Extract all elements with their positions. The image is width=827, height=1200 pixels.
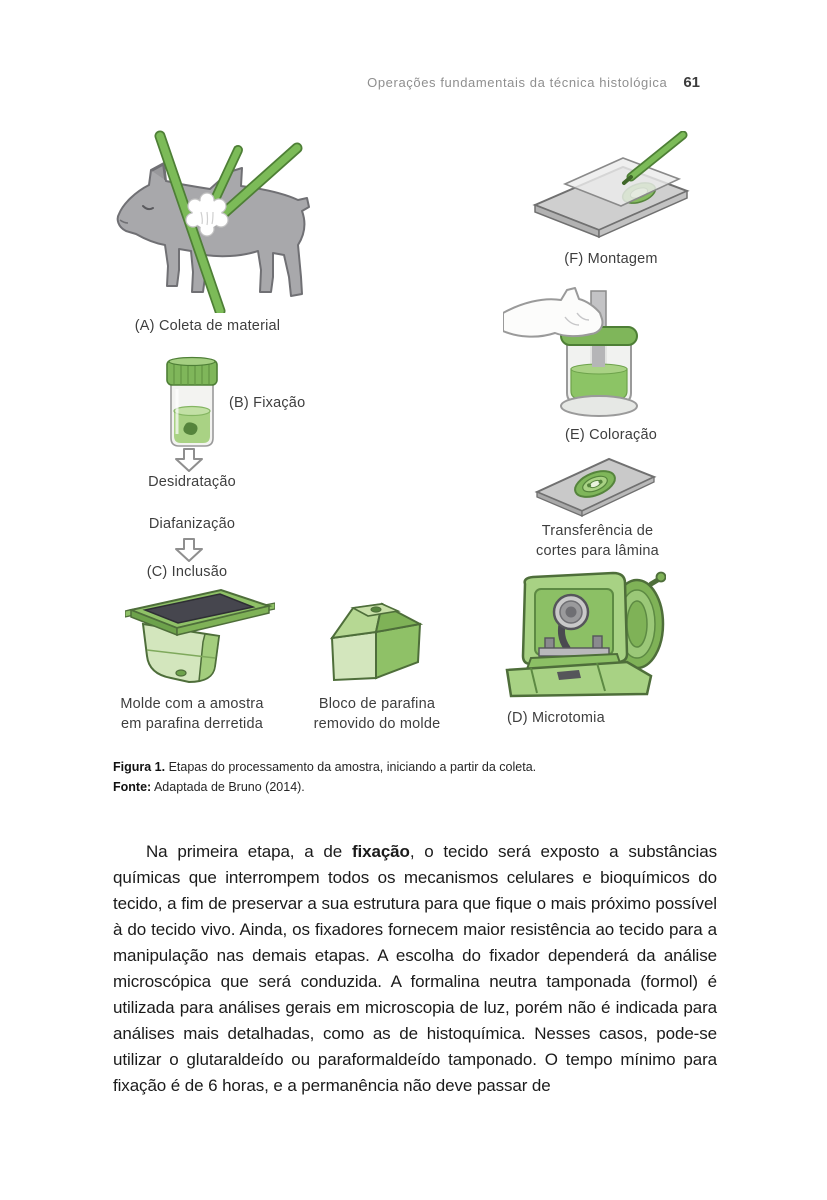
mold-caption: Molde com a amostra em parafina derretida [120, 696, 264, 732]
down-arrow-icon [174, 538, 204, 562]
label-collection: (A) Coleta de material [134, 318, 281, 334]
label-clearing: Diafanização [148, 516, 236, 532]
label-mounting: (F) Montagem [564, 251, 658, 267]
page-number: 61 [683, 74, 700, 91]
page-header [0, 74, 700, 92]
label-microtomy: (D) Microtomia [507, 710, 605, 726]
label-dehydration: Desidratação [148, 474, 236, 490]
paraffin-block-illustration [318, 594, 433, 686]
label-fixation: (B) Fixação [229, 395, 306, 411]
bold-term-fixacao: fixação [351, 842, 410, 861]
body-paragraph: Na primeira etapa, a de fixação, o tecido será exposto a substâncias químicas que interrompem todos os mecanismos celulares e bioquímicos do tecido, a fim de preservar a sua estrutura para que fique o mais próximo possível à do tecido vivo. Ainda, os fixadores fornecem maior resistência ao tecido para a manipulação nas demais etapas. A escolha do fixador dependerá da análise microscópica que será conduzida. A formalina neutra tamponada (formol) é utilizada para análises gerais em microscopia de luz, porém não é indicada para análises mais detalhadas, como as de histoquímica. Nesses casos, pode-se utilizar o glutaraldeído ou paraformaldeído tamponado. O tempo mínimo para fixação é de 6 horas, e a permanência não deve passar de [113, 842, 717, 1095]
running-title: Operações fundamentais da técnica histológica [367, 75, 668, 90]
transfer-caption: Transferência de cortes para lâmina [536, 523, 659, 559]
source-label: Fonte: [113, 779, 152, 794]
label-embedding: (C) Inclusão [146, 564, 228, 580]
specimen-collection-illustration [105, 128, 310, 313]
fixation-jar-illustration [163, 356, 221, 451]
block-caption: Bloco de parafina removido do molde [313, 696, 441, 732]
down-arrow-icon [174, 448, 204, 472]
caption-source: Fonte: Adaptada de Bruno (2014). [113, 779, 305, 794]
label-staining: (E) Coloração [564, 427, 658, 443]
caption-line: Figura 1. Etapas do processamento da amostra, iniciando a partir da coleta. [113, 760, 537, 774]
section-transfer-slide-illustration [533, 452, 658, 520]
embedding-mold-illustration [125, 584, 275, 688]
staining-jar-illustration [503, 283, 653, 423]
mounting-slide-illustration [531, 131, 691, 246]
figure-caption [113, 758, 723, 797]
microtome-illustration [501, 562, 666, 702]
caption-label: Figura 1. [113, 760, 166, 774]
